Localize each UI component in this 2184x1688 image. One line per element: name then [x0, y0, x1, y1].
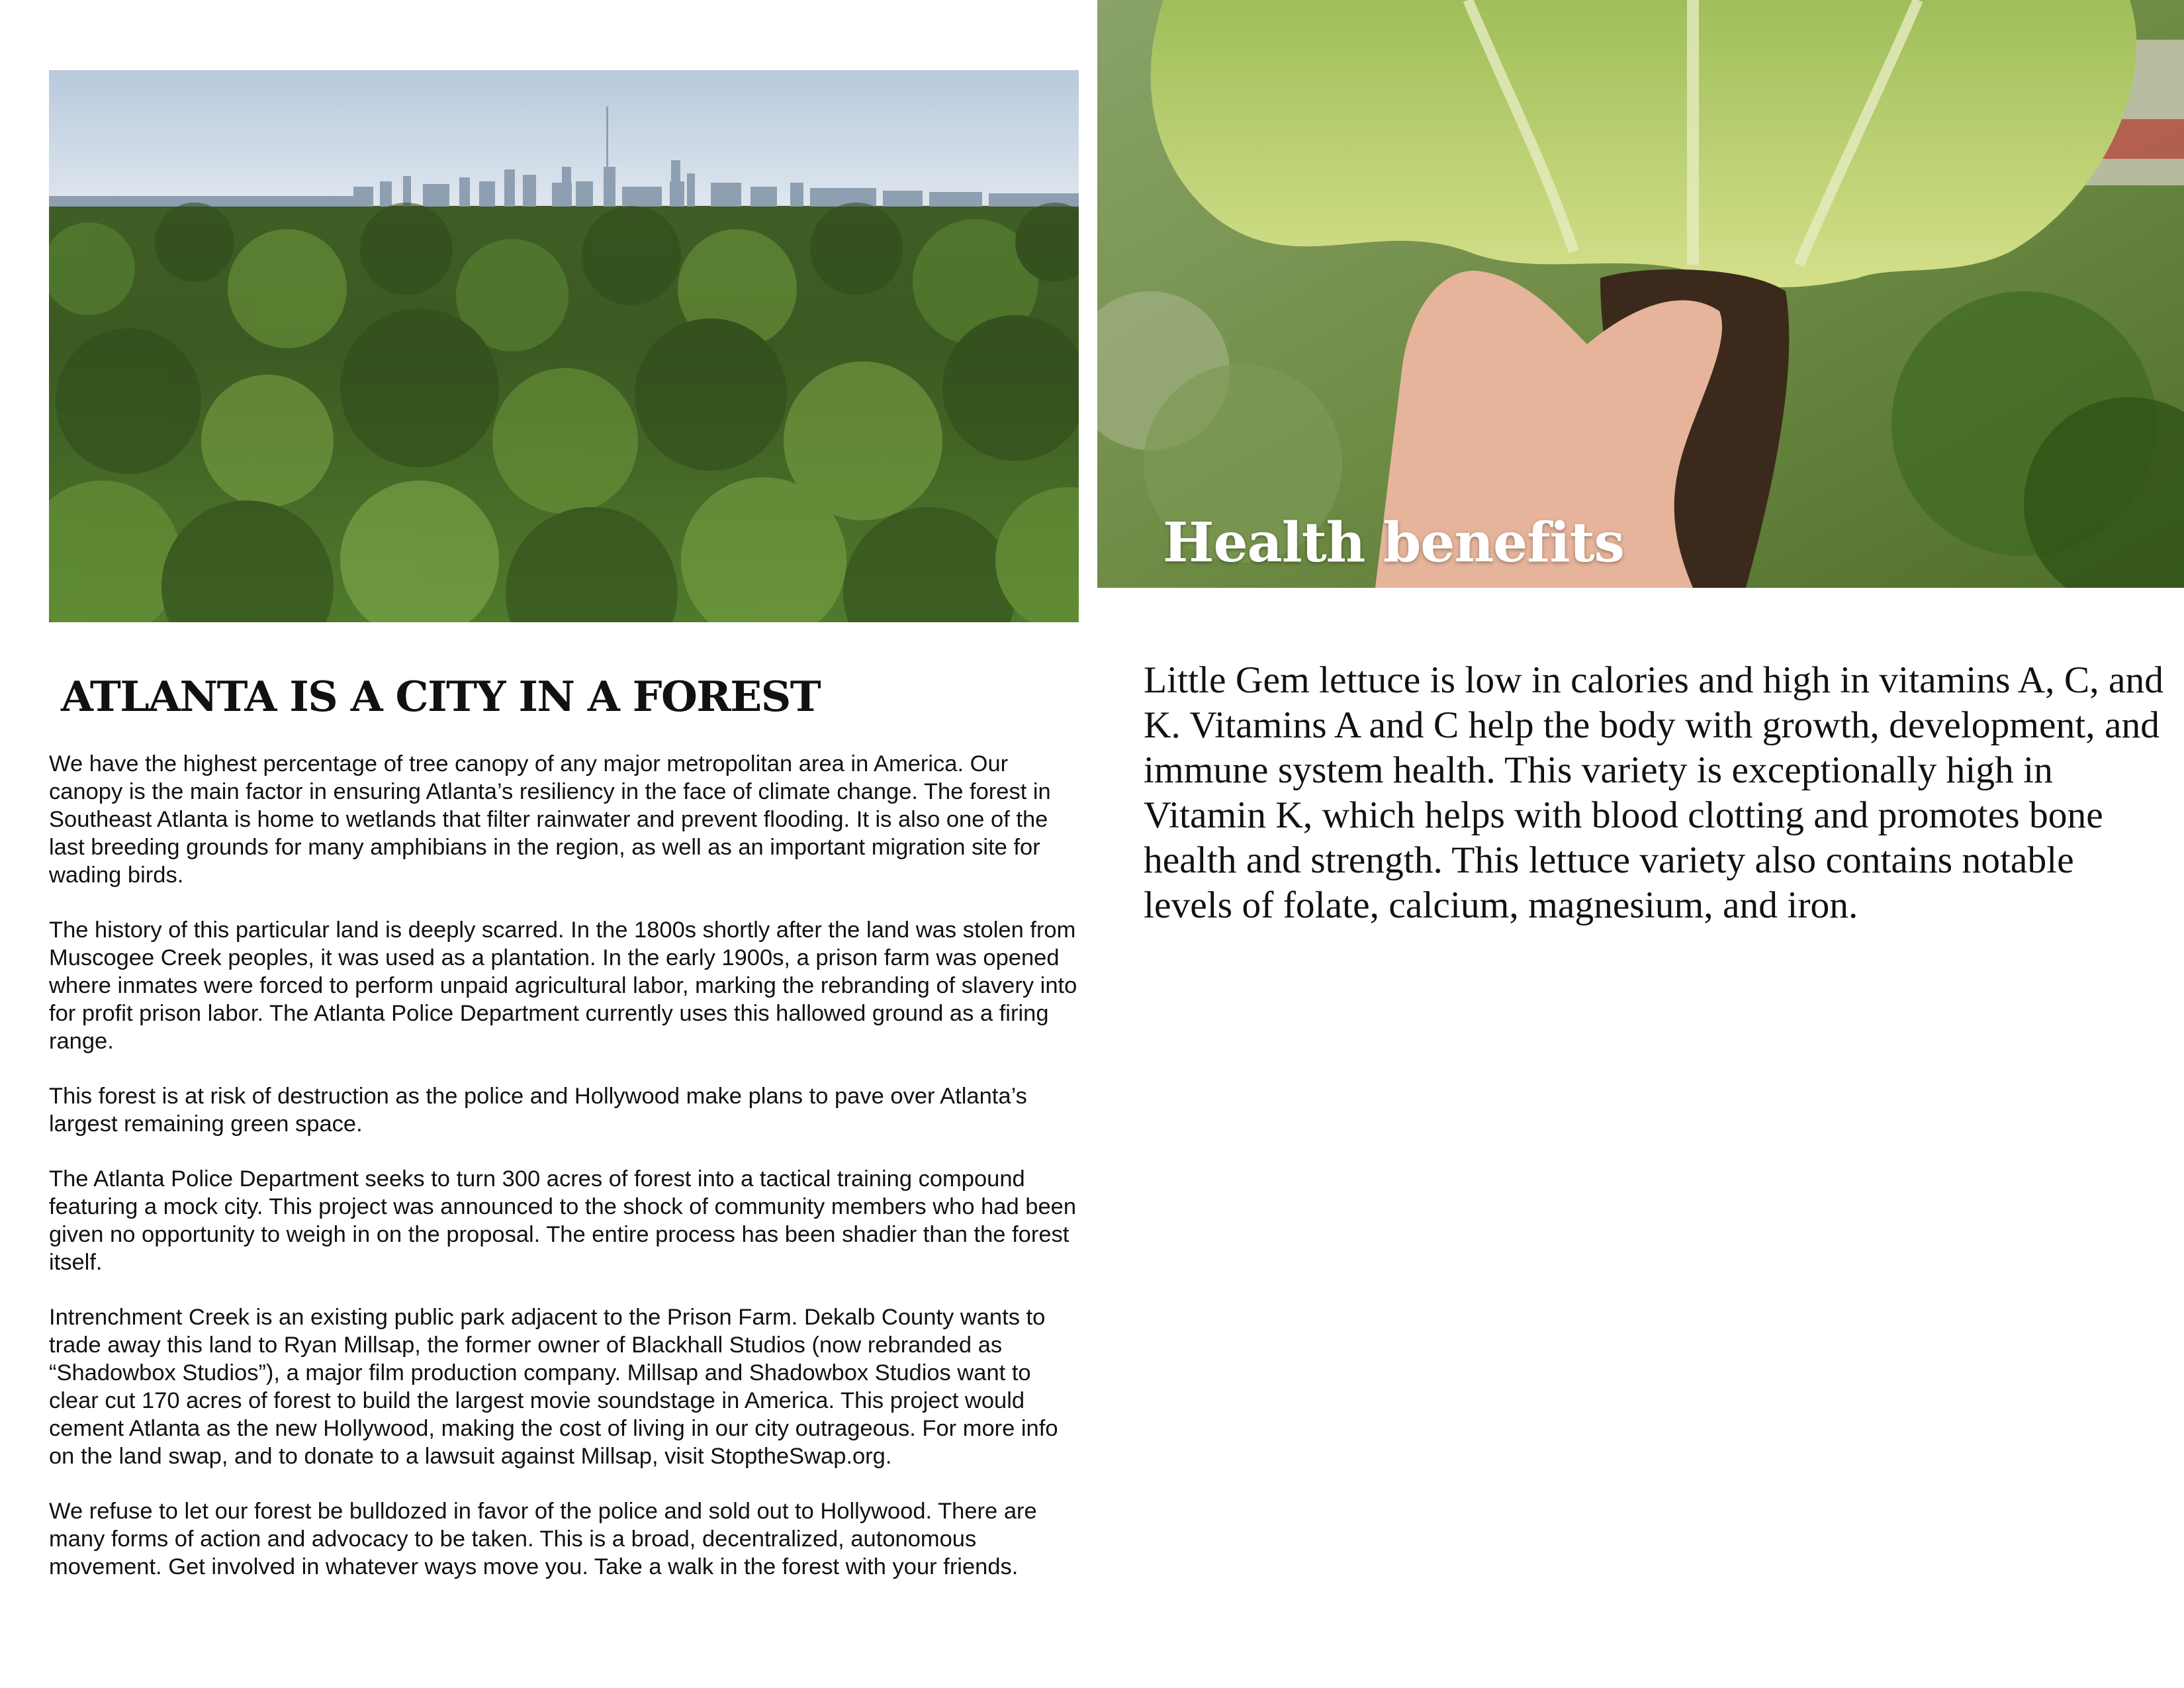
paragraph: The Atlanta Police Department seeks to turn 300 acres of forest into a tactical training compound featuring a mock city. This project was announced to the shock of community members who had been given no opportunity to weigh in on the proposal. The entire process has been shadier than the forest itself.: [49, 1166, 1077, 1275]
headline: ATLANTA IS A CITY IN A FOREST: [61, 672, 821, 721]
paragraph: The history of this particular land is deeply scarred. In the 1800s shortly after the land was stolen from Muscogee Creek peoples, it was used as a plantation. In the early 1900s, a prison farm was opened where inmates were forced to perform unpaid agricultural labor, marking the rebranding of slavery into for profit prison labor. The Atlanta Police Department currently uses this hallowed ground as a firing range.: [49, 917, 1077, 1054]
paragraph: This forest is at risk of destruction as the police and Hollywood make plans to pave over Atlanta’s largest remaining green space.: [49, 1084, 1027, 1137]
forest-skyline-photo: [49, 70, 1079, 622]
photo-caption: Health benefits: [1163, 511, 1624, 575]
article-body: [49, 750, 1081, 1608]
paragraph: Intrenchment Creek is an existing public park adjacent to the Prison Farm. Dekalb County wants to trade away this land to Ryan Millsap, the former owner of Blackhall Studios (now rebranded as “Shadowbox Studios”), a major film production company. Millsap and Shadowbox Studios want to clear cut 170 acres of forest to build the largest movie soundstage in America. This project would cement Atlanta as the new Hollywood, making the cost of living in our city outrageous. For more info on the land swap, and to donate to a lawsuit against Millsap, visit StoptheSwap.org.: [49, 1305, 1058, 1469]
paragraph: We have the highest percentage of tree canopy of any major metropolitan area in America. Our canopy is the main factor in ensuring Atlanta’s resiliency in the face of climate change. The forest in Southeast Atlanta is home to wetlands that filter rainwater and prevent flooding. It is also one of the last breeding grounds for many amphibians in the region, as well as an important migration site for wading birds.: [49, 751, 1051, 888]
paragraph: We refuse to let our forest be bulldozed in favor of the police and sold out to Hollywood. There are many forms of action and advocacy to be taken. This is a broad, decentralized, autonomous movement. Get involved in whatever ways move you. Take a walk in the forest with your friends.: [49, 1499, 1037, 1579]
health-benefits-text: Little Gem lettuce is low in calories and high in vitamins A, C, and K. Vitamins A and C help the body with growth, development, and immune system health. This variety is exceptionally high in Vitamin K, which helps with blood clotting and promotes bone health and strength. This lettuce variety also contains notable levels of folate, calcium, magnesium, and iron.: [1144, 659, 2164, 926]
lettuce-photo: [1097, 0, 2184, 588]
